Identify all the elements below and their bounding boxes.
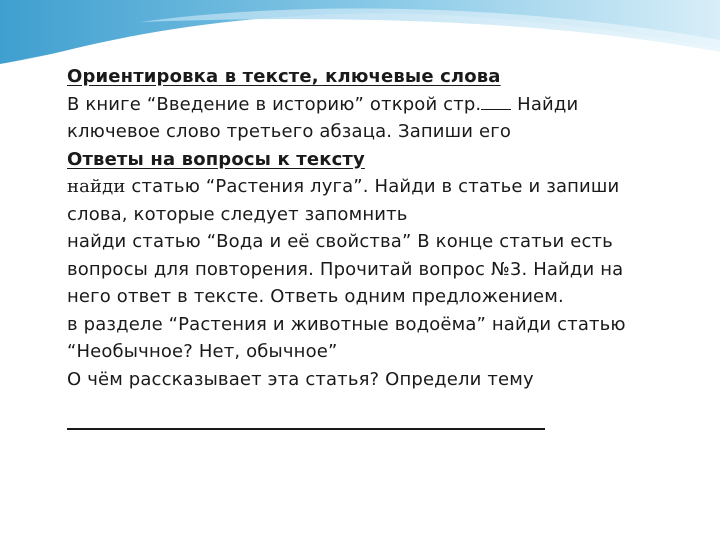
section-heading-answers: Ответы на вопросы к тексту	[67, 148, 365, 170]
task-pond-line1: в разделе “Растения и животные водоёма” найди статью	[67, 313, 626, 335]
task-keyword-line: ключевое слово третьего абзаца. Запиши его	[67, 121, 511, 142]
task-pond-line2: “Необычное? Нет, обычное”	[67, 341, 338, 362]
task-open-page	[67, 91, 687, 119]
task-open-page-text: В книге “Введение в историю” открой стр.	[67, 93, 482, 115]
task-water-line2: вопросы для повторения. Прочитай вопрос №3. Найди на	[67, 258, 624, 280]
section-heading-keywords: Ориентировка в тексте, ключевые слова	[67, 66, 501, 87]
task-water-line3: него ответ в тексте. Ответь одним предложением.	[67, 286, 564, 307]
answer-line	[67, 428, 545, 430]
task-water-line1: найди статью “Вода и её свойства” В конце статьи есть	[67, 231, 613, 252]
page-number-blank	[481, 91, 511, 110]
slide-text	[67, 63, 687, 393]
task-meadow-plants	[67, 173, 687, 201]
task-meadow-line2: слова, которые следует запомнить	[67, 203, 408, 225]
task-open-page-text-end: Найди	[511, 93, 579, 115]
task-meadow-text: статью “Растения луга”. Найди в статье и запиши	[125, 176, 620, 197]
task-pond-line3: О чём рассказывает эта статья? Определи тему	[67, 368, 534, 390]
task-meadow-verb: найди	[67, 176, 126, 197]
